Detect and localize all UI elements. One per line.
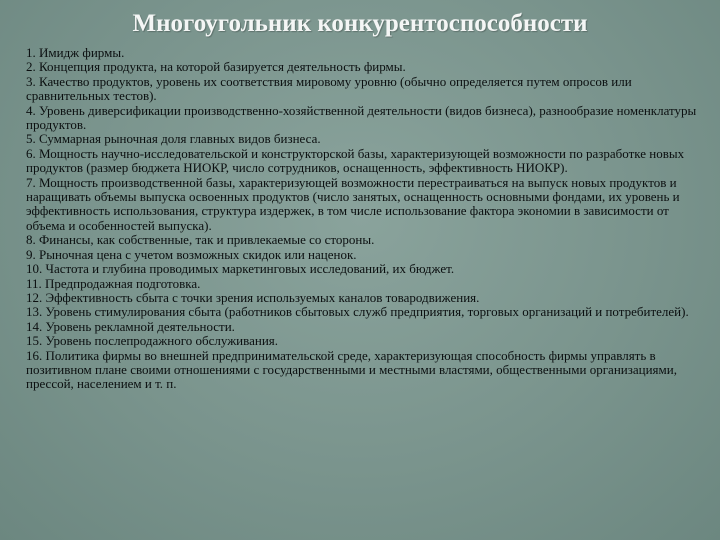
- list-item: 1. Имидж фирмы.: [26, 45, 125, 60]
- list-item: 15. Уровень послепродажного обслуживания.: [26, 333, 279, 349]
- factor-list: [26, 46, 702, 392]
- list-item: 10. Частота и глубина проводимых маркетинговых исследований, их бюджет.: [26, 261, 455, 277]
- list-item: 12. Эффективность сбыта с точки зрения используемых каналов товародвижения.: [26, 289, 480, 305]
- list-item: 9. Рыночная цена с учетом возможных скидок или наценок.: [26, 246, 357, 262]
- list-item: 14. Уровень рекламной деятельности.: [26, 318, 235, 334]
- list-item: 3. Качество продуктов, уровень их соответствия мировому уровню (обычно определяется путем опросов или сравнительных тестов).: [26, 73, 632, 104]
- slide-title: Многоугольник конкурентоспособности: [132, 10, 588, 37]
- list-item: 13. Уровень стимулирования сбыта (работников сбытовых служб предприятия, торговых организаций и потребителей).: [26, 304, 689, 320]
- list-item: 6. Мощность научно-исследовательской и конструкторской базы, характеризующей возможности по разработке новых продуктов (размер бюджета НИОКР, число сотрудников, оснащенность, эффективность НИОКР).: [26, 145, 685, 176]
- list-item: 8. Финансы, как собственные, так и привлекаемые со стороны.: [26, 232, 375, 248]
- list-item: 11. Предпродажная подготовка.: [26, 275, 201, 291]
- list-item: 16. Политика фирмы во внешней предпринимательской среде, характеризующая способность фирмы управлять в позитивном плане своими отношениями с государственными и местными властями, общественными организациями, прессой, населением и т. п.: [26, 347, 677, 392]
- list-item: 7. Мощность производственной базы, характеризующей возможности перестраиваться на выпуск новых продуктов и наращивать объемы выпуска освоенных продуктов (число занятых, оснащенность основными фондами, их уровень и эффективность использования, структура издержек, в том числе использование фактора экономии в зависимости от объема и особенностей выпуска).: [26, 174, 680, 233]
- list-item: 5. Суммарная рыночная доля главных видов бизнеса.: [26, 131, 321, 147]
- list-item: 2. Концепция продукта, на которой базируется деятельность фирмы.: [26, 59, 406, 75]
- list-item: 4. Уровень диверсификации производственно-хозяйственной деятельности (видов бизнеса), разнообразие номенклатуры продуктов.: [26, 102, 697, 133]
